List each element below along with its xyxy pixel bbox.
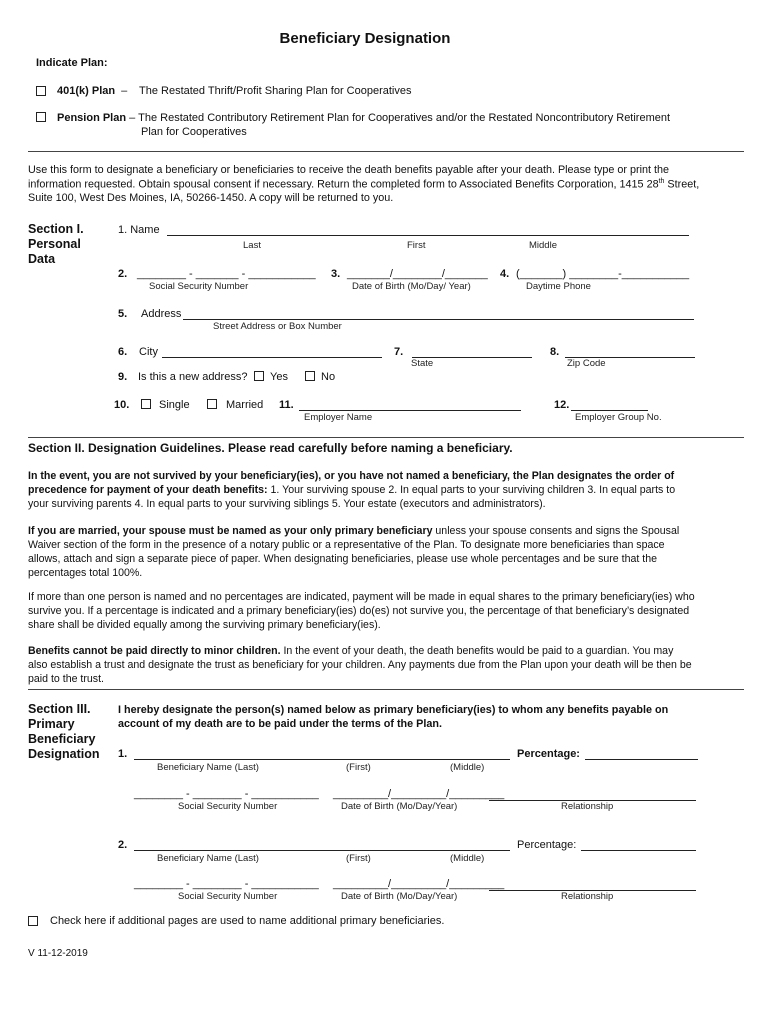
- s2-p4-line-2: also establish a trust and designate the trust as beneficiary for your children. Any payments due from the Plan upon your death will be then be: [28, 659, 692, 671]
- phone-label: Daytime Phone: [526, 281, 591, 292]
- name-middle-label: Middle: [529, 240, 557, 251]
- s3-intro-line-1: I hereby designate the person(s) named below as primary beneficiary(ies) to whom any benefits payable on: [118, 704, 669, 716]
- plan-pension-option: [57, 112, 670, 124]
- s2-p1-line-1: In the event, you are not survived by your beneficiary(ies), or you have not named a beneficiary, the Plan designates the order of: [28, 470, 675, 482]
- b1-dob-label: Date of Birth (Mo/Day/Year): [341, 801, 458, 812]
- beneficiary-1-percentage-field[interactable]: [585, 759, 698, 760]
- beneficiary-2-percentage-field[interactable]: [581, 850, 696, 851]
- beneficiary-1-number: 1.: [118, 748, 128, 760]
- new-address-question: Is this a new address?: [138, 371, 248, 383]
- employer-field[interactable]: [299, 410, 521, 411]
- additional-pages-label: Check here if additional pages are used to name additional primary beneficiaries.: [50, 915, 445, 927]
- b2-relationship-label: Relationship: [561, 891, 614, 902]
- dob-label: Date of Birth (Mo/Day/ Year): [352, 281, 471, 292]
- s2-p2-line-4: percentages total 100%.: [28, 567, 143, 579]
- b2-name-middle-label: (Middle): [450, 853, 485, 864]
- address-field[interactable]: [183, 319, 694, 320]
- section-1-heading: Section I. Personal Data: [28, 222, 84, 266]
- s2-p2-line-3: allows, attach and sign a separate piece of paper. When designating beneficiaries, please use whole percentages and be sure that the: [28, 553, 657, 565]
- married-label: Married: [226, 399, 264, 411]
- beneficiary-1-dob-field[interactable]: _________/_________/_________: [333, 788, 505, 800]
- name-field[interactable]: [167, 235, 689, 236]
- address-label: Address: [141, 308, 182, 320]
- new-address-yes-label: Yes: [270, 371, 288, 383]
- b2-name-first-label: (First): [346, 853, 371, 864]
- plan-401k-option: [57, 85, 127, 97]
- field-10-number: 10.: [114, 399, 130, 411]
- beneficiary-2-name-field[interactable]: [134, 850, 510, 851]
- intro-line-3: Suite 100, West Des Moines, IA, 50266-1450. A copy will be returned to you.: [28, 192, 394, 204]
- plan-pension-name: Pension Plan: [57, 112, 127, 124]
- married-checkbox[interactable]: [207, 399, 217, 409]
- field-3-number: 3.: [331, 268, 341, 280]
- new-address-no-checkbox[interactable]: [305, 371, 315, 381]
- state-label: State: [411, 358, 434, 369]
- zip-label: Zip Code: [567, 358, 606, 369]
- plan-pension-desc-1: – The Restated Contributory Retirement Plan for Cooperatives and/or the Restated Noncontributory Retirement: [129, 112, 671, 124]
- b2-ssn-label: Social Security Number: [178, 891, 278, 902]
- indicate-plan-label: Indicate Plan:: [36, 57, 108, 69]
- single-checkbox[interactable]: [141, 399, 151, 409]
- name-first-label: First: [407, 240, 426, 251]
- beneficiary-1-name-field[interactable]: [134, 759, 510, 760]
- b2-name-last-label: Beneficiary Name (Last): [157, 853, 259, 864]
- s2-p3-line-3: share shall be divided equally among the surviving primary beneficiary(ies).: [28, 619, 381, 631]
- b1-ssn-label: Social Security Number: [178, 801, 278, 812]
- field-7-number: 7.: [394, 346, 404, 358]
- b1-name-first-label: (First): [346, 762, 371, 773]
- new-address-no-label: No: [321, 371, 336, 383]
- page-title: Beneficiary Designation: [279, 30, 451, 47]
- divider: [28, 689, 744, 690]
- section-2-heading: Section II. Designation Guidelines. Please read carefully before naming a beneficiary.: [28, 441, 513, 455]
- plan-401k-dash: –: [121, 85, 128, 97]
- name-last-label: Last: [243, 240, 261, 251]
- divider: [28, 437, 744, 438]
- section-3-heading: Section III. Primary Beneficiary Designation: [28, 702, 100, 761]
- field-11-number: 11.: [279, 399, 294, 411]
- group-field[interactable]: [571, 410, 648, 411]
- group-label: Employer Group No.: [575, 412, 662, 423]
- beneficiary-2-dob-field[interactable]: _________/_________/_________: [333, 878, 505, 890]
- name-label: 1. Name: [118, 224, 160, 236]
- field-6-number: 6.: [118, 346, 128, 358]
- additional-pages-checkbox[interactable]: [28, 916, 38, 926]
- divider: [28, 151, 744, 152]
- city-field[interactable]: [162, 357, 382, 358]
- beneficiary-2-number: 2.: [118, 839, 128, 851]
- phone-field[interactable]: (_______) ________-___________: [516, 268, 690, 280]
- beneficiary-2-ssn-field[interactable]: ________ - ________ - ___________: [134, 878, 319, 890]
- s2-p3-line-1: If more than one person is named and no percentages are indicated, payment will be made in equal shares to the primary beneficiary(ies) who: [28, 591, 695, 603]
- field-8-number: 8.: [550, 346, 560, 358]
- beneficiary-2-percentage-label: Percentage:: [517, 839, 577, 851]
- s2-p4-line-1: Benefits cannot be paid directly to minor children. In the event of your death, the death benefits would be paid to a guardian. You may: [28, 645, 674, 657]
- new-address-yes-checkbox[interactable]: [254, 371, 264, 381]
- beneficiary-1-ssn-field[interactable]: ________ - ________ - ___________: [134, 788, 319, 800]
- s2-p2-line-2: Waiver section of the form in the presence of a notary public or a representative of the Plan. To designate more beneficiaries than space: [28, 539, 665, 551]
- beneficiary-1-percentage-label: Percentage:: [517, 748, 580, 760]
- city-label: City: [139, 346, 158, 358]
- version-label: V 11-12-2019: [28, 948, 88, 959]
- employer-label: Employer Name: [304, 412, 373, 423]
- intro-line-2: information requested. Obtain spousal consent if necessary. Return the completed form to Associated Benefits Corporation, 1415 28th Street,: [28, 178, 700, 191]
- s2-p3-line-2: survive you. If a percentage is indicated and a primary beneficiary(ies) do(es) not survive you, the percentage of that beneficiary’s designated: [28, 605, 690, 617]
- dob-field[interactable]: _______/________/_______: [347, 268, 488, 280]
- field-9-number: 9.: [118, 371, 128, 383]
- plan-pension-checkbox[interactable]: [36, 112, 46, 122]
- single-label: Single: [159, 399, 190, 411]
- ssn-label: Social Security Number: [149, 281, 249, 292]
- b1-name-last-label: Beneficiary Name (Last): [157, 762, 259, 773]
- ssn-field[interactable]: ________ - _______ - ___________: [137, 268, 316, 280]
- plan-401k-checkbox[interactable]: [36, 86, 46, 96]
- field-2-number: 2.: [118, 268, 128, 280]
- s2-p1-line-2: precedence for payment of your death benefits: 1. Your surviving spouse 2. In equal parts to your surviving children 3. In equal parts to: [28, 484, 676, 496]
- s2-p1-line-3: your surviving parents 4. In equal parts to your surviving siblings 5. Your estate (executors and administrators).: [28, 498, 546, 510]
- plan-pension-desc-2: Plan for Cooperatives: [141, 126, 247, 138]
- b2-dob-label: Date of Birth (Mo/Day/Year): [341, 891, 458, 902]
- s3-intro-line-2: account of my death are to be paid under the terms of the Plan.: [118, 718, 442, 730]
- plan-401k-desc: The Restated Thrift/Profit Sharing Plan for Cooperatives: [139, 85, 412, 97]
- intro-line-1: Use this form to designate a beneficiary or beneficiaries to receive the death benefits payable after your death. Please type or print the: [28, 164, 669, 176]
- address-sub-label: Street Address or Box Number: [213, 321, 342, 332]
- b1-name-middle-label: (Middle): [450, 762, 485, 773]
- s2-p4-line-3: paid to the trust.: [28, 673, 104, 685]
- b1-relationship-label: Relationship: [561, 801, 614, 812]
- field-12-number: 12.: [554, 399, 570, 411]
- plan-401k-name: 401(k) Plan: [57, 85, 116, 97]
- s2-p2-line-1: If you are married, your spouse must be named as your only primary beneficiary unless your spouse consents and signs the Spousal: [28, 525, 680, 537]
- field-4-number: 4.: [500, 268, 510, 280]
- field-5-number: 5.: [118, 308, 128, 320]
